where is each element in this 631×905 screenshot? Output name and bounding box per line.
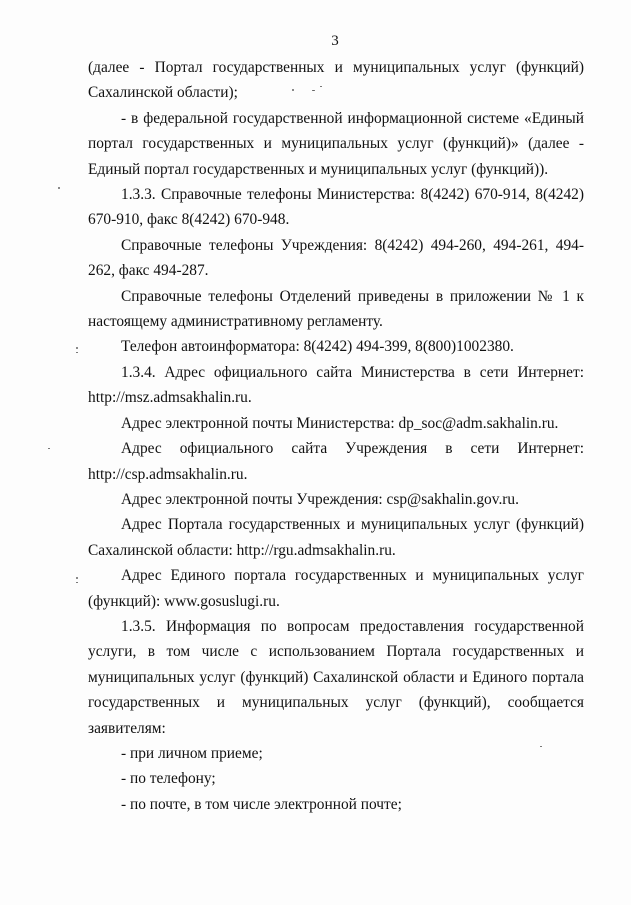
- paragraph-institution-website: Адрес официального сайта Учреждения в сети Интернет: http://csp.admsakhalin.ru.: [88, 440, 584, 483]
- paragraph-institution-email: Адрес электронной почты Учреждения: csp@sakhalin.gov.ru.: [121, 490, 519, 508]
- paragraph-autoinformer-phone: Телефон автоинформатора: 8(4242) 494-399, 8(800)1002380.: [121, 338, 514, 356]
- paragraph-ministry-email: Адрес электронной почты Министерства: dp_soc@adm.sakhalin.ru.: [121, 414, 559, 432]
- document-body: [88, 55, 584, 817]
- list-item-by-phone: - по телефону;: [121, 770, 216, 788]
- list-item-by-mail: - по почте, в том числе электронной почте;: [121, 795, 402, 813]
- scan-speck: [76, 582, 78, 583]
- scan-speck: [76, 352, 78, 353]
- list-item-in-person: - при личном приеме;: [121, 744, 263, 762]
- scan-speck: [76, 577, 78, 579]
- page-number: 3: [331, 33, 339, 49]
- scan-speck: [76, 347, 78, 349]
- paragraph-ministry-website: 1.3.4. Адрес официального сайта Министерства в сети Интернет: http://msz.admsakhalin.ru.: [88, 363, 584, 407]
- scan-speck: [320, 86, 322, 87]
- paragraph-unified-portal-address: Адрес Единого портала государственных и муниципальных услуг (функций): www.gosuslugi.ru.: [88, 567, 584, 610]
- paragraph-institution-phones: Справочные телефоны Учреждения: 8(4242) 494-260, 494-261, 494-262, факс 494-287.: [88, 236, 584, 280]
- paragraph-department-phones: Справочные телефоны Отделений приведены в приложении № 1 к настоящему административному регламенту.: [88, 287, 584, 331]
- paragraph-information-provision: 1.3.5. Информация по вопросам предоставления государственной услуги, в том числе с использованием Портала государственных и муниципальных услуг (функций) Сахалинской области и Единого портала государственных и муниципальных услуг (функций), сообщается заявителям:: [88, 617, 584, 737]
- paragraph-portal-continuation: (далее - Портал государственных и муниципальных услуг (функций) Сахалинской области);: [88, 59, 584, 102]
- scan-speck: [58, 187, 60, 189]
- scan-speck: [292, 89, 294, 91]
- scan-speck: [312, 90, 315, 91]
- paragraph-federal-portal: - в федеральной государственной информационной системе «Единый портал государственных и муниципальных услуг (функций)» (далее - Единый портал государственных и муниципальных услуг (функций)).: [88, 109, 584, 178]
- paragraph-ministry-phones: 1.3.3. Справочные телефоны Министерства: 8(4242) 670-914, 8(4242) 670-910, факс 8(4242) 670-948.: [88, 186, 584, 229]
- scan-speck: [48, 448, 50, 449]
- paragraph-regional-portal-address: Адрес Портала государственных и муниципальных услуг (функций) Сахалинской области: http://rgu.admsakhalin.ru.: [88, 516, 584, 559]
- scan-speck: [540, 746, 542, 747]
